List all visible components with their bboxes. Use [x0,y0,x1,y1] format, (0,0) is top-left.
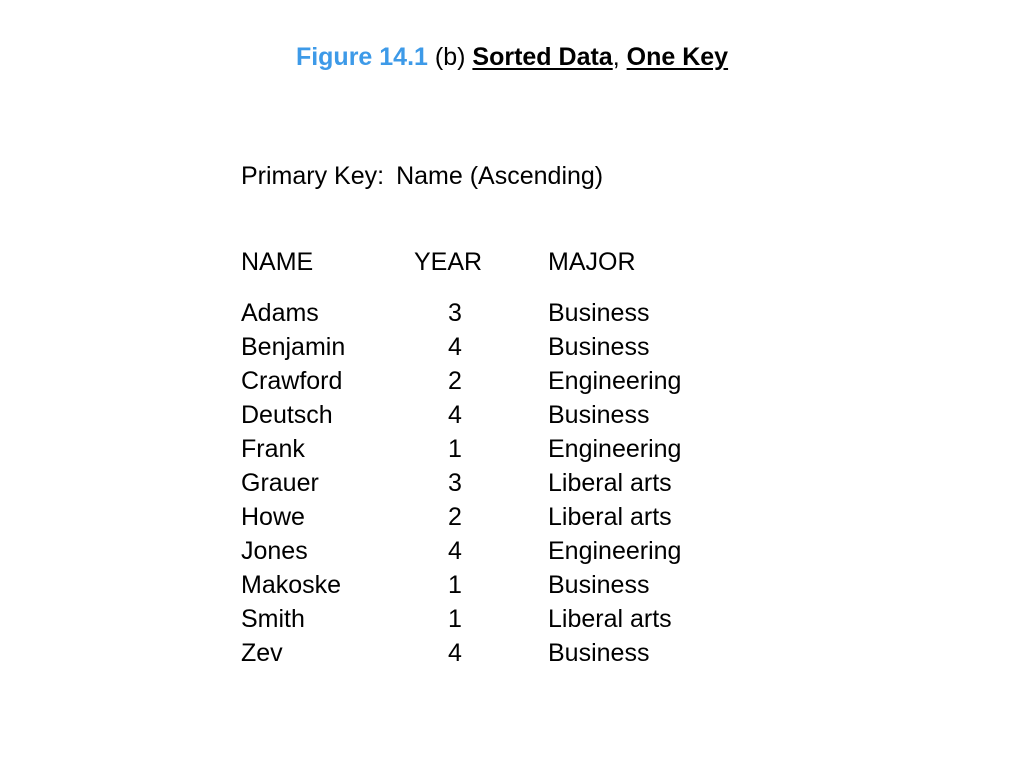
primary-key-line [241,159,603,193]
column-header-name: NAME [241,248,314,276]
primary-key-label: Primary Key: [241,162,385,190]
cell-major: Business [548,401,650,429]
cell-year: 3 [448,299,462,327]
cell-major: Business [548,571,650,599]
cell-name: Deutsch [241,401,333,429]
cell-name: Crawford [241,367,343,395]
cell-year: 4 [448,639,462,667]
cell-name: Howe [241,503,305,531]
column-header-major: MAJOR [548,248,636,276]
slide-title [0,40,1024,74]
cell-major: Engineering [548,537,682,565]
cell-year: 4 [448,401,462,429]
cell-year: 4 [448,537,462,565]
cell-year: 4 [448,333,462,361]
cell-name: Benjamin [241,333,346,361]
cell-name: Zev [241,639,283,667]
column-header-year: YEAR [414,248,483,276]
title-one-key: One Key [626,43,729,71]
cell-year: 1 [448,571,462,599]
cell-name: Frank [241,435,305,463]
title-separator: , [612,43,620,71]
cell-name: Grauer [241,469,319,497]
cell-name: Makoske [241,571,342,599]
cell-major: Liberal arts [548,469,672,497]
cell-name: Adams [241,299,319,327]
cell-major: Engineering [548,435,682,463]
cell-major: Liberal arts [548,503,672,531]
title-sorted-data: Sorted Data [472,43,613,71]
cell-year: 1 [448,435,462,463]
cell-major: Business [548,299,650,327]
cell-year: 1 [448,605,462,633]
cell-major: Business [548,639,650,667]
cell-year: 3 [448,469,462,497]
cell-year: 2 [448,503,462,531]
figure-part: (b) [434,43,466,71]
cell-major: Business [548,333,650,361]
figure-label: Figure 14.1 [295,43,428,71]
cell-year: 2 [448,367,462,395]
cell-major: Liberal arts [548,605,672,633]
primary-key-value: Name (Ascending) [396,162,604,190]
cell-name: Smith [241,605,305,633]
cell-major: Engineering [548,367,682,395]
cell-name: Jones [241,537,308,565]
